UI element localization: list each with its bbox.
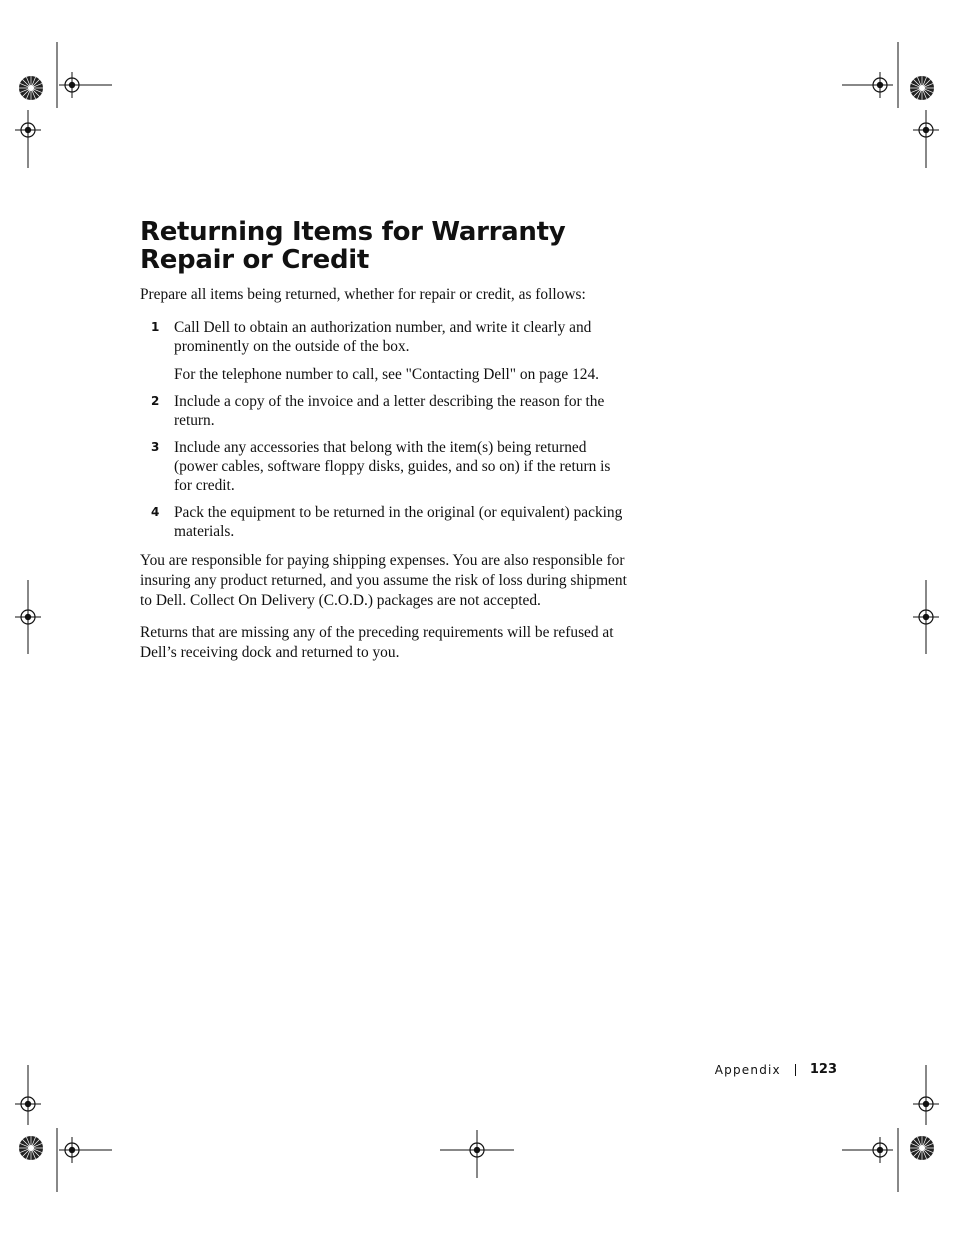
registration-crosshair-icon xyxy=(913,117,939,143)
footer-divider xyxy=(795,1064,796,1076)
page-footer xyxy=(715,1062,837,1077)
list-item xyxy=(140,438,630,495)
footer-section: Appendix xyxy=(714,1062,781,1077)
step-text: Include a copy of the invoice and a letter describing the reason for the return. xyxy=(174,393,605,429)
steps-list xyxy=(140,318,630,541)
list-item xyxy=(140,503,630,541)
registration-crosshair-icon xyxy=(15,604,41,630)
step-text: Include any accessories that belong with the item(s) being returned (power cables, software floppy disks, guides, and so on) if the return is for credit. xyxy=(174,439,611,494)
registration-crosshair-icon xyxy=(59,1137,85,1163)
registration-crosshair-icon xyxy=(15,117,41,143)
step-number: 4 xyxy=(151,505,160,519)
intro-paragraph: Prepare all items being returned, whether for repair or credit, as follows: xyxy=(140,286,586,303)
page-content xyxy=(140,218,630,663)
step-number: 1 xyxy=(151,320,160,334)
registration-crosshair-icon xyxy=(15,1091,41,1117)
registration-crosshair-icon xyxy=(867,1137,893,1163)
step-note: For the telephone number to call, see "Contacting Dell" on page 124. xyxy=(174,366,600,383)
returns-paragraph: Returns that are missing any of the preceding requirements will be refused at Dell’s receiving dock and returned to you. xyxy=(140,624,614,661)
page-heading: Returning Items for Warranty Repair or Credit xyxy=(140,217,566,275)
page-number: 123 xyxy=(809,1062,837,1077)
registration-crosshair-icon xyxy=(913,1091,939,1117)
step-text: Call Dell to obtain an authorization number, and write it clearly and prominently on the outside of the box. xyxy=(174,319,592,355)
registration-crosshair-icon xyxy=(59,72,85,98)
starburst-icon xyxy=(19,76,43,100)
step-text: Pack the equipment to be returned in the original (or equivalent) packing materials. xyxy=(174,504,623,540)
step-number: 2 xyxy=(151,394,160,408)
step-number: 3 xyxy=(151,440,160,454)
registration-crosshair-icon xyxy=(913,604,939,630)
starburst-icon xyxy=(19,1136,43,1160)
registration-crosshair-icon xyxy=(867,72,893,98)
shipping-paragraph: You are responsible for paying shipping expenses. You are also responsible for insuring any product returned, and you assume the risk of loss during shipment to Dell. Collect On Delivery (C.O.D.) packages are not accepted. xyxy=(140,552,627,609)
list-item xyxy=(140,392,630,430)
starburst-icon xyxy=(910,76,934,100)
starburst-icon xyxy=(910,1136,934,1160)
registration-crosshair-icon xyxy=(464,1137,490,1163)
list-item xyxy=(140,318,630,384)
